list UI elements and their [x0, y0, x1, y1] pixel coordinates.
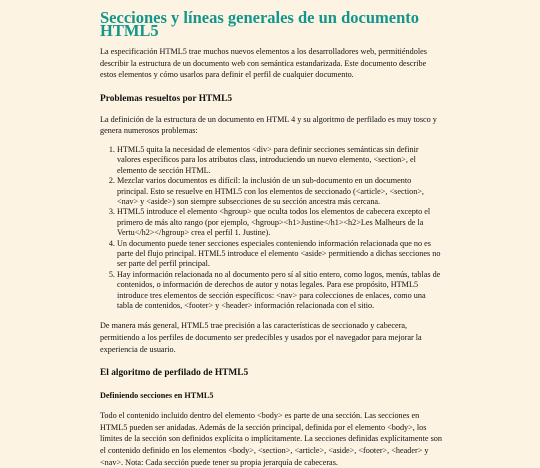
section-heading-algorithm: El algoritmo de perfilado de HTML5 [100, 368, 249, 379]
list-item: 1. HTML5 quita la necesidad de elementos <div> para definir secciones semánticas sin definir valores específicos para los atributos class, introduciendo un nuevo elemento, <section>, el elemento de sección HTML. [117, 145, 442, 176]
document-page [100, 8, 442, 468]
list-item: 5. Hay información relacionada no al documento pero sí al sitio entero, como logos, menús, tablas de contenidos, o información de derechos de autor y notas legales. Para ese propósito, HTML5 introduce tres elementos de sección específicos: <nav> para colecciones de enlaces, como una tabla de contenidos, <footer> y <header> información relacionada con el sitio. [117, 270, 442, 312]
closing-paragraph: De manera más general, HTML5 trae precisión a las características de seccionado y cabecera, permitiendo a los perfiles de documento ser predecibles y usados por el navegador para mejorar la experiencia de usuario. [100, 321, 422, 354]
page-title: Secciones y líneas generales de un documento HTML5 [100, 8, 419, 40]
list-item: 2. Mezclar varios documentos es difícil: la inclusión de un sub-documento en un documento principal. Esto se resuelve en HTML5 con los elementos de seccionado (<article>, <section>, <nav> y <aside>) son siempre subsecciones de su sección ancestra más cercana. [117, 176, 442, 207]
problems-list [100, 145, 442, 312]
list-item: 4. Un documento puede tener secciones especiales conteniendo información relacionada que no es parte del flujo principal. HTML5 introduce el elemento <aside> permitiendo a dichas secciones no ser parte del perfil principal. [117, 239, 442, 270]
list-item: 3. HTML5 introduce el elemento <hgroup> que oculta todos los elementos de cabecera excepto el primero de más alto rango (por ejemplo, <hgroup><h1>Justine</h1><h2>Les Malheurs de la Vertu</h2></hgroup> crea el perfil 1. Justine). [117, 207, 442, 238]
defining-paragraph: Todo el contenido incluido dentro del elemento <body> es parte de una sección. Las secciones en HTML5 pueden ser anidadas. Además de la sección principal, definida por el elemento <body>, los límites de la sección son definidos explícita o implícitamente. La secciones definidas explícitamente son el contenido definido en los elementos <body>, <section>, <article>, <aside>, <footer>, <header> y <nav>. Nota: Cada sección puede tener su propia jerarquía de cabeceras. [100, 411, 442, 467]
problems-paragraph: La definición de la estructura de un documento en HTML 4 y su algoritmo de perfilado es muy tosco y genera numerosos problemas: [100, 114, 437, 136]
section-heading-problems: Problemas resueltos por HTML5 [100, 93, 233, 104]
intro-paragraph: La especificación HTML5 trae muchos nuevos elementos a los desarrolladores web, permitiéndoles describir la estructura de un documento web con semántica estandarizada. Este documento describe estos elementos y cómo usarlos para definir el perfil de cualquier documento. [100, 47, 427, 80]
subsection-heading-defining: Definiendo secciones en HTML5 [100, 391, 214, 401]
